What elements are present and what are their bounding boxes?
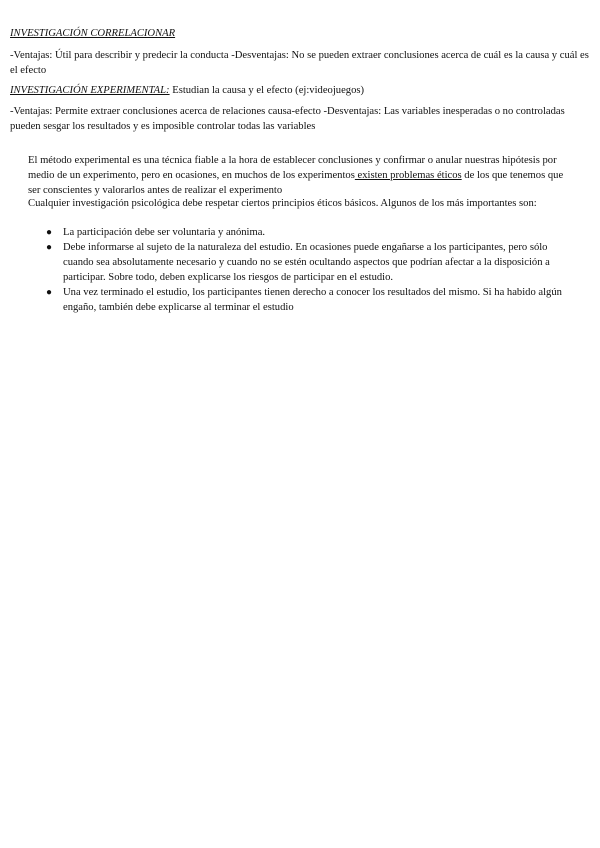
list-item (28, 285, 573, 315)
experimental-heading-line (10, 83, 592, 98)
list-item (28, 225, 573, 240)
ethics-intro-after: de los que tenemos que ser conscientes y valorarlos antes de realizar el experimento (28, 170, 564, 196)
list-item (28, 240, 573, 285)
principles-intro: Cualquier investigación psicológica debe respetar ciertos principios éticos básicos. Algunos de los más importantes son: (28, 198, 537, 209)
experimental-heading: INVESTIGACIÓN EXPERIMENTAL: (10, 85, 170, 96)
experimental-heading-suffix: Estudian la causa y el efecto (ej:videojuegos) (169, 85, 365, 96)
principles-list (28, 225, 573, 315)
principle-text: Una vez terminado el estudio, los participantes tienen derecho a conocer los resultados del mismo. Si ha habido algún engaño, también debe explicarse al terminar el estudio (63, 287, 562, 313)
correlational-heading: INVESTIGACIÓN CORRELACIONAR (10, 28, 176, 39)
correlational-body: -Ventajas: Útil para describir y predecir la conducta -Desventajas: No se pueden extraer conclusiones acerca de cuál es la causa y cuál es el efecto (10, 50, 589, 76)
ethics-intro-underlined: existen problemas éticos (354, 170, 462, 181)
ethics-intro-before: El método experimental es una técnica fiable a la hora de establecer conclusiones y confirmar o anular nuestras hipótesis por medio de un experimento, pero en ocasiones, en muchos de los experimentos (28, 155, 557, 181)
bullet-icon: ● (46, 242, 53, 253)
ethics-intro (28, 153, 573, 198)
bullet-icon: ● (46, 287, 53, 298)
bullet-icon: ● (46, 227, 53, 238)
principle-text: La participación debe ser voluntaria y anónima. (63, 227, 266, 238)
experimental-body: -Ventajas: Permite extraer conclusiones acerca de relaciones causa-efecto -Desventajas: Las variables inesperadas o no controladas pueden sesgar los resultados y es imposible controlar todas las variables (10, 106, 565, 132)
principle-text: Debe informarse al sujeto de la naturaleza del estudio. En ocasiones puede engañarse a los participantes, pero sólo cuando sea absolutamente necesario y cuando no se estén ocultando aspectos que podrían afectar a la disposición a participar. Sobre todo, deben explicarse los riesgos de participar en el estudio. (63, 242, 550, 283)
